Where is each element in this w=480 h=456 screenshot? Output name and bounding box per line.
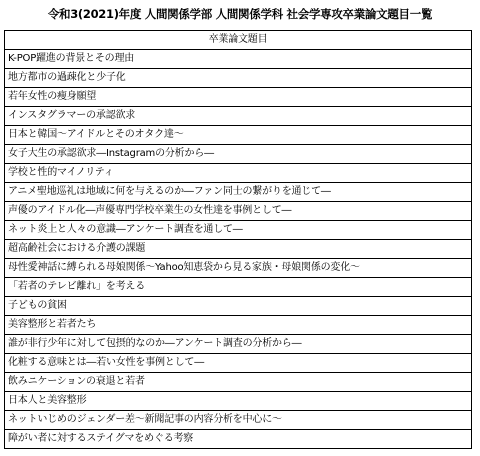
thesis-title-cell: ネット炎上と人々の意識―アンケート調査を通して― [5,221,472,240]
table-row [5,164,472,183]
thesis-title-cell: 日本と韓国～アイドルとそのオタク達～ [5,126,472,145]
thesis-title-cell: アニメ聖地巡礼は地域に何を与えるのか―ファン同士の繋がりを通じて― [5,183,472,202]
table-row [5,50,472,69]
table-row [5,221,472,240]
table-row [5,145,472,164]
table-row [5,392,472,411]
table-row [5,240,472,259]
thesis-title-cell: 「若者のテレビ離れ」を考える [5,278,472,297]
table-row [5,335,472,354]
thesis-title-cell: インスタグラマーの承認欲求 [5,107,472,126]
table-row [5,411,472,430]
table-header-row [5,31,472,50]
table-row [5,430,472,449]
thesis-title-cell: 若年女性の痩身願望 [5,88,472,107]
table-row [5,259,472,278]
table-row [5,183,472,202]
thesis-title-cell: ネットいじめのジェンダー差～新聞記事の内容分析を中心に～ [5,411,472,430]
table-row [5,202,472,221]
document-title: 令和3(2021)年度 人間関係学部 人間関係学科 社会学専攻卒業論文題目一覧 [47,7,433,21]
thesis-title-cell: 美容整形と若者たち [5,316,472,335]
table-row [5,88,472,107]
table-row [5,373,472,392]
table-body [5,50,472,449]
thesis-title-cell: K-POP躍進の背景とその理由 [5,50,472,69]
thesis-title-cell: 超高齢社会における介護の課題 [5,240,472,259]
thesis-title-cell: 母性愛神話に縛られる母娘関係～Yahoo知恵袋から見る家族・母娘関係の変化～ [5,259,472,278]
thesis-title-cell: 障がい者に対するステイグマをめぐる考察 [5,430,472,449]
thesis-title-cell: 化粧する意味とは―若い女性を事例として― [5,354,472,373]
table-row [5,354,472,373]
thesis-title-cell: 地方都市の過疎化と少子化 [5,69,472,88]
thesis-title-cell: 学校と性的マイノリティ [5,164,472,183]
table-row [5,69,472,88]
thesis-title-table [4,30,472,449]
thesis-title-cell: 誰が非行少年に対して包摂的なのか―アンケート調査の分析から― [5,335,472,354]
table-row [5,107,472,126]
column-header: 卒業論文題目 [5,31,472,50]
thesis-title-cell: 飲みニケーションの衰退と若者 [5,373,472,392]
table-row [5,316,472,335]
thesis-title-cell: 日本人と美容整形 [5,392,472,411]
thesis-title-cell: 女子大生の承認欲求―Instagramの分析から― [5,145,472,164]
table-row [5,278,472,297]
thesis-title-cell: 声優のアイドル化―声優専門学校卒業生の女性達を事例として― [5,202,472,221]
table-row [5,297,472,316]
table-row [5,126,472,145]
thesis-title-cell: 子どもの貧困 [5,297,472,316]
